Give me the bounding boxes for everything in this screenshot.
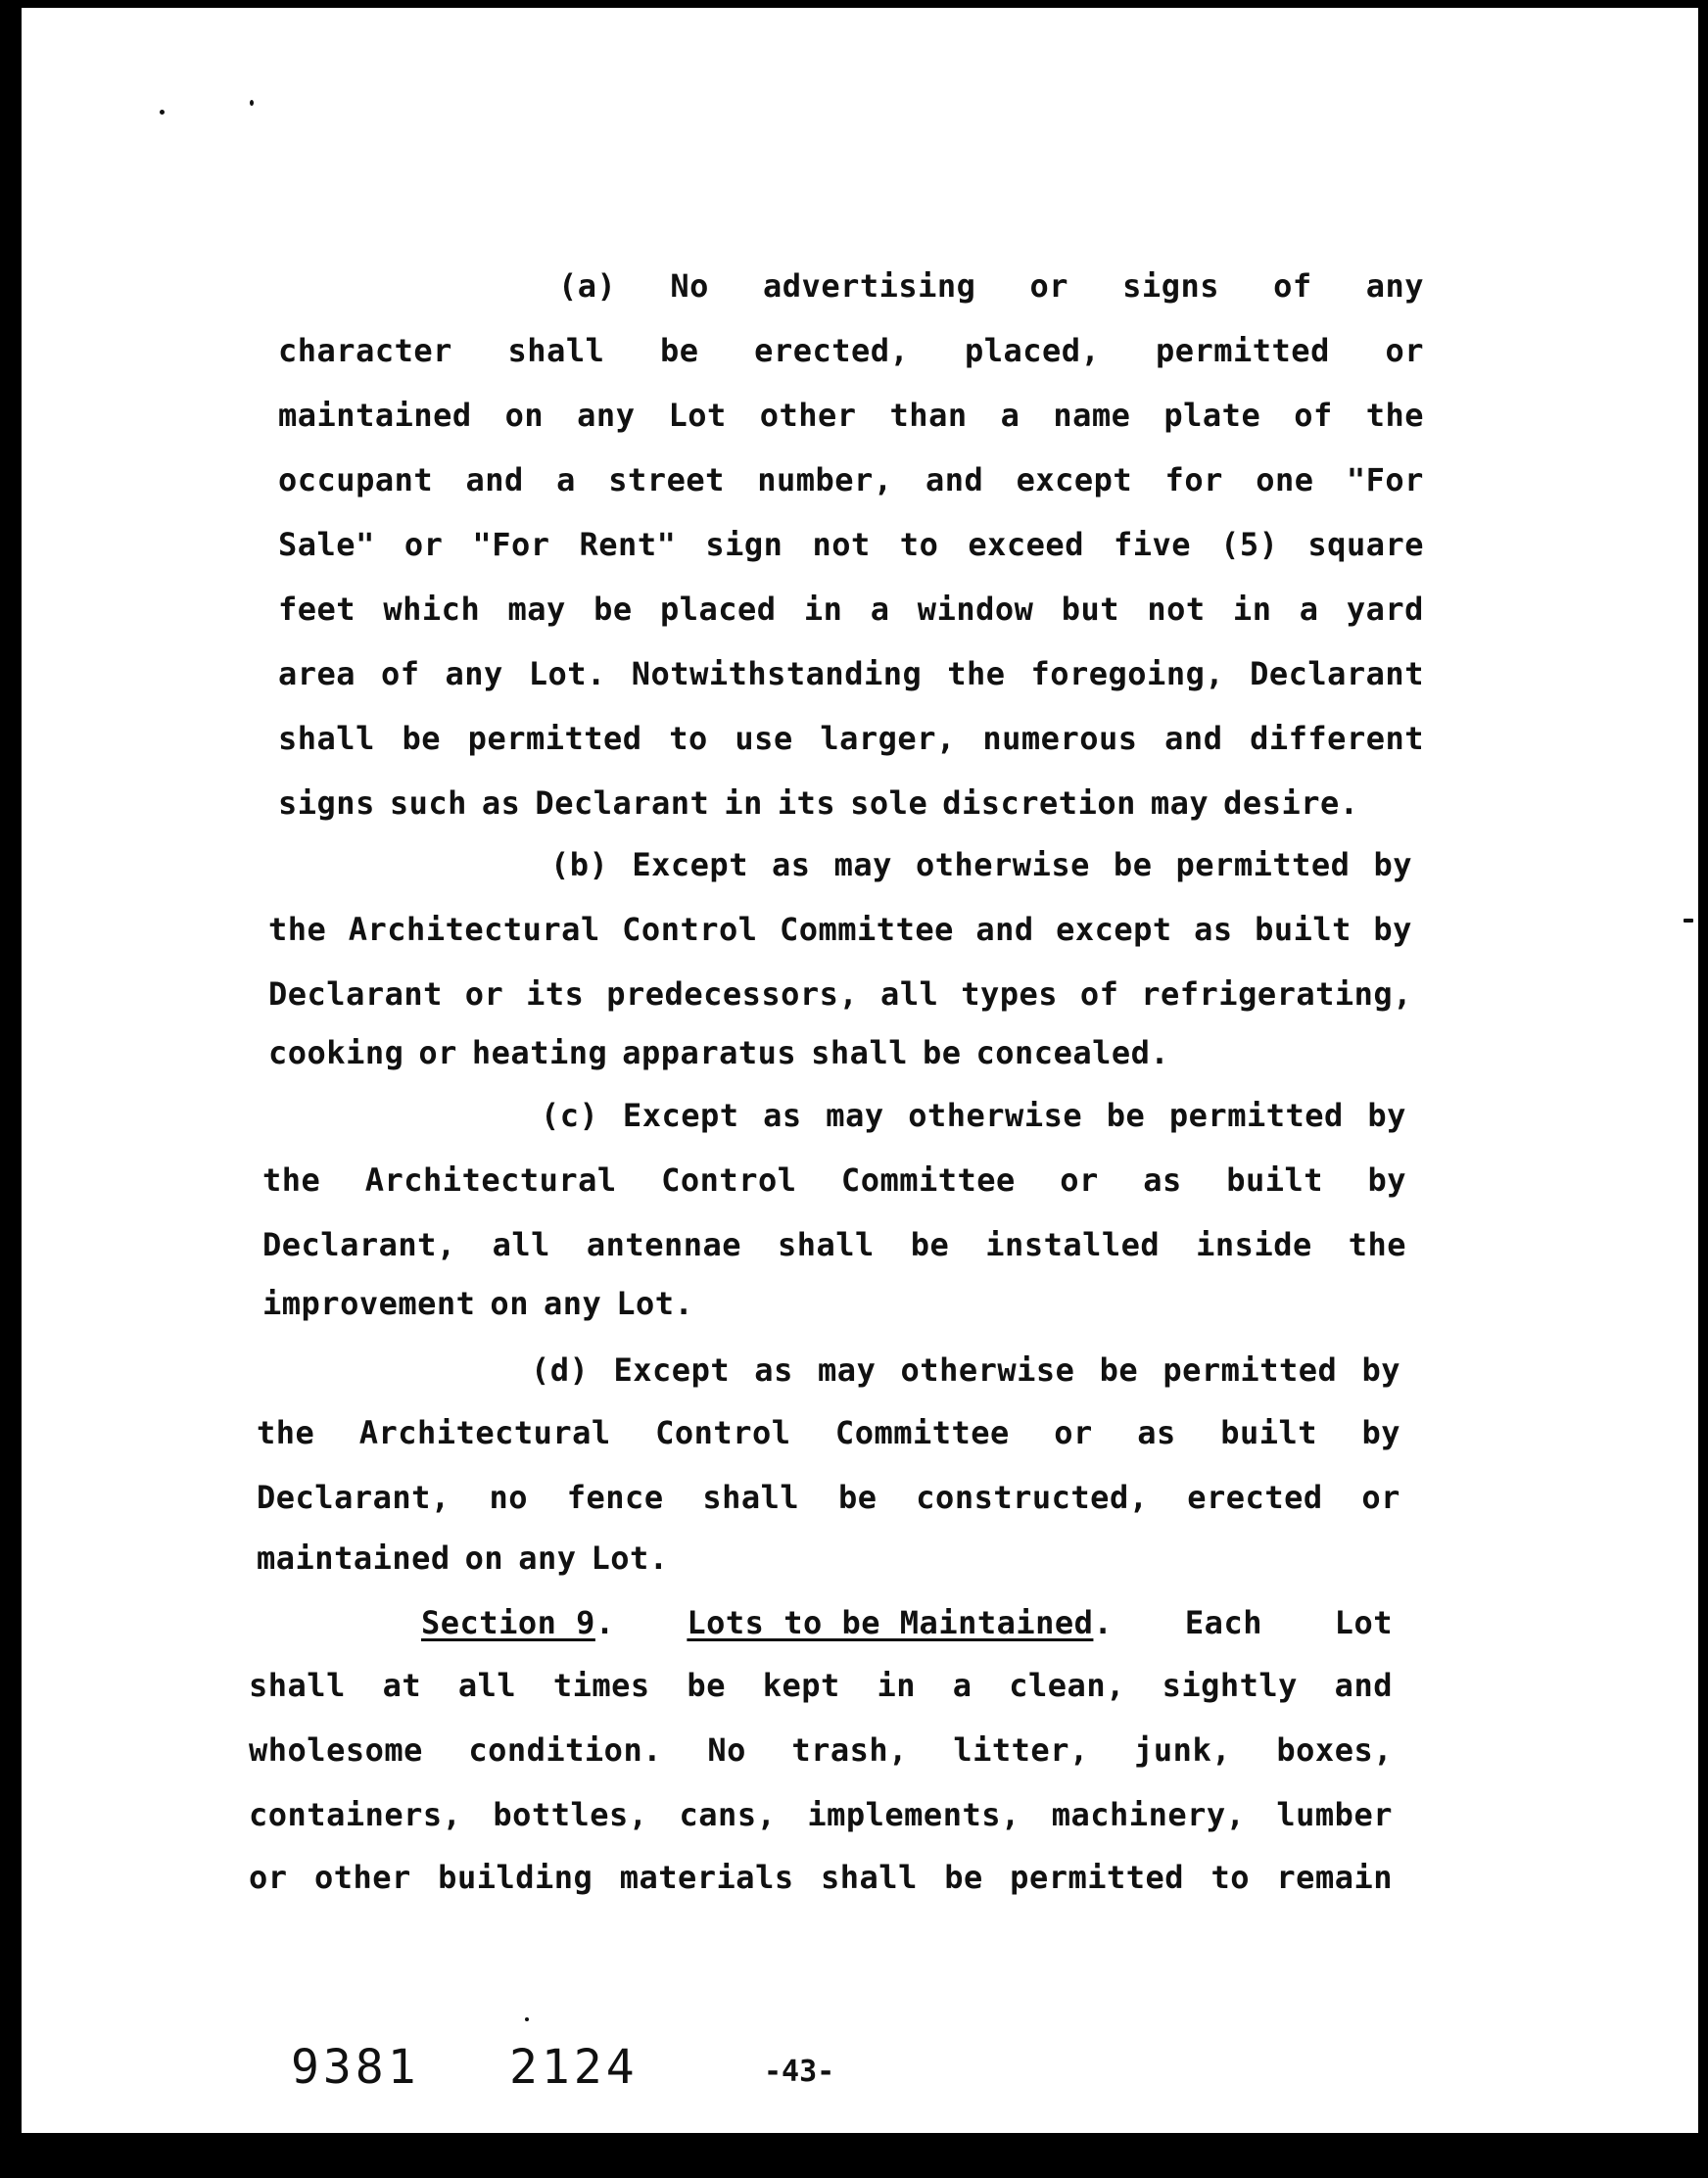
word: may — [1150, 784, 1210, 822]
word: permitted — [1168, 1097, 1344, 1134]
word: by — [1373, 846, 1412, 883]
word: Declarant, — [262, 1226, 456, 1263]
word: building — [438, 1859, 593, 1896]
word: and — [925, 461, 984, 498]
word: cooking — [268, 1034, 404, 1071]
word: "For — [472, 526, 550, 563]
word: Control — [655, 1414, 791, 1451]
word: which — [383, 591, 481, 628]
word: may — [818, 1351, 877, 1389]
text-line — [268, 1034, 1169, 1071]
word: erected — [1187, 1479, 1323, 1516]
word: all — [492, 1226, 550, 1263]
text-line — [278, 397, 1424, 434]
word: square — [1307, 526, 1424, 563]
word: any — [518, 1539, 577, 1577]
word: number, — [757, 461, 893, 498]
word: or — [418, 1034, 457, 1071]
word: in — [1232, 591, 1272, 628]
word: be — [660, 332, 699, 369]
word: Control — [622, 911, 758, 948]
word: or — [1029, 267, 1069, 305]
word: types — [961, 975, 1059, 1013]
word: different — [1250, 720, 1424, 757]
word: Except — [622, 1097, 739, 1134]
word: advertising — [763, 267, 976, 305]
word: fence — [566, 1479, 664, 1516]
word: or — [403, 526, 444, 563]
word: be — [687, 1667, 726, 1704]
word: Rent" — [579, 526, 677, 563]
word: not — [1147, 591, 1206, 628]
word: a — [870, 591, 890, 628]
page-number: -43- — [764, 2055, 835, 2089]
word: to — [669, 720, 708, 757]
word: by — [1367, 1097, 1406, 1134]
word: Lot. — [528, 655, 606, 692]
word: inside — [1196, 1226, 1312, 1263]
word: or — [249, 1859, 288, 1896]
word: any — [543, 1285, 602, 1322]
text-line — [249, 1731, 1393, 1769]
word: as — [1194, 911, 1233, 948]
word: the — [262, 1161, 321, 1199]
word: shall — [777, 1226, 875, 1263]
word: Committee — [840, 1161, 1016, 1199]
word: installed — [985, 1226, 1161, 1263]
period: . — [594, 1604, 615, 1641]
word: constructed, — [916, 1479, 1149, 1516]
word: be — [593, 591, 633, 628]
word: may — [833, 846, 892, 883]
section-title: Lots to be Maintained — [687, 1604, 1094, 1641]
word: by — [1361, 1351, 1400, 1389]
word: and — [1334, 1667, 1393, 1704]
word: of — [1079, 975, 1119, 1013]
word: shall — [507, 332, 605, 369]
scan-speck — [250, 100, 254, 106]
word: name — [1053, 397, 1131, 434]
doc-number-2: 2124 — [509, 2040, 639, 2095]
word: on — [464, 1539, 504, 1577]
word: as — [481, 784, 521, 822]
period: . — [1093, 1604, 1114, 1641]
word: bottles, — [493, 1796, 648, 1833]
word: as — [1137, 1414, 1176, 1451]
word: as — [772, 846, 811, 883]
word: (b) — [550, 846, 609, 883]
word: otherwise — [915, 846, 1090, 883]
word: on — [504, 397, 545, 434]
word: Declarant — [1250, 655, 1424, 692]
word: the — [268, 911, 327, 948]
word: one — [1256, 461, 1314, 498]
word: in — [724, 784, 763, 822]
word: a — [556, 461, 576, 498]
word: larger, — [820, 720, 956, 757]
word: a — [1000, 397, 1020, 434]
scan-speck — [1684, 919, 1693, 923]
word: Except — [613, 1351, 731, 1389]
text-line — [421, 1604, 1393, 1641]
word: to — [1210, 1859, 1250, 1896]
word: Lot — [668, 397, 727, 434]
word: Notwithstanding — [631, 655, 923, 692]
word: five — [1113, 526, 1192, 563]
word: the — [1365, 397, 1424, 434]
word: except — [1016, 461, 1133, 498]
word: permitted — [1155, 332, 1330, 369]
word: discretion — [942, 784, 1136, 822]
text-line — [249, 1859, 1393, 1896]
text-line — [268, 911, 1412, 948]
word: No — [707, 1731, 746, 1769]
word: antennae — [586, 1226, 742, 1263]
word: the — [947, 655, 1006, 692]
word: in — [803, 591, 843, 628]
word: built — [1226, 1161, 1324, 1199]
word: as — [754, 1351, 793, 1389]
word: yard — [1346, 591, 1424, 628]
word: containers, — [249, 1796, 462, 1833]
word: sign — [705, 526, 783, 563]
word: materials — [619, 1859, 794, 1896]
word: and — [465, 461, 524, 498]
word: Lot. — [616, 1285, 694, 1322]
word: kept — [762, 1667, 840, 1704]
word: condition. — [468, 1731, 662, 1769]
word: apparatus — [622, 1034, 797, 1071]
word: maintained — [278, 397, 472, 434]
word: shall — [249, 1667, 346, 1704]
word: Architectural — [358, 1414, 611, 1451]
word: may — [826, 1097, 884, 1134]
word: on — [490, 1285, 529, 1322]
word: its — [526, 975, 585, 1013]
word: numerous — [982, 720, 1138, 757]
word: heating — [471, 1034, 608, 1071]
text-line — [262, 1161, 1406, 1199]
word: placed — [659, 591, 777, 628]
word: clean, — [1009, 1667, 1125, 1704]
word: desire. — [1223, 784, 1359, 822]
word: as — [1143, 1161, 1182, 1199]
word: any — [1365, 267, 1424, 305]
section-heading-wrap — [421, 1604, 615, 1641]
text-line — [278, 784, 1359, 822]
text-line — [550, 846, 1412, 883]
word: or — [464, 975, 504, 1013]
word: refrigerating, — [1141, 975, 1412, 1013]
word: or — [1060, 1161, 1099, 1199]
section-heading: Section 9 — [421, 1604, 595, 1641]
word: otherwise — [900, 1351, 1075, 1389]
word: Except — [632, 846, 748, 883]
word: such — [389, 784, 467, 822]
text-line — [249, 1667, 1393, 1704]
word: its — [777, 784, 836, 822]
word: Lot. — [591, 1539, 669, 1577]
word: Sale" — [278, 526, 375, 563]
word: be — [1113, 846, 1153, 883]
word: by — [1367, 1161, 1406, 1199]
text-line — [257, 1539, 669, 1577]
word: (5) — [1220, 526, 1279, 563]
text-line — [278, 526, 1424, 563]
word: use — [735, 720, 793, 757]
word: improvement — [262, 1285, 476, 1322]
word: the — [257, 1414, 315, 1451]
word: be — [1099, 1351, 1139, 1389]
word: as — [763, 1097, 802, 1134]
word: Each — [1184, 1604, 1262, 1641]
word: predecessors, — [606, 975, 859, 1013]
word: a — [1299, 591, 1319, 628]
text-line — [278, 591, 1424, 628]
word: exceed — [968, 526, 1084, 563]
word: Lot — [1334, 1604, 1393, 1641]
word: junk, — [1134, 1731, 1231, 1769]
word: area — [278, 655, 356, 692]
word: signs — [278, 784, 375, 822]
word: of — [1294, 397, 1333, 434]
word: in — [877, 1667, 917, 1704]
scan-speck — [525, 2017, 529, 2021]
word: be — [922, 1034, 962, 1071]
word: erected, — [754, 332, 910, 369]
word: and — [975, 911, 1034, 948]
word: be — [837, 1479, 878, 1516]
word: street — [608, 461, 725, 498]
word: shall — [278, 720, 375, 757]
word: Control — [661, 1161, 797, 1199]
word: be — [944, 1859, 983, 1896]
text-line — [249, 1796, 1393, 1833]
text-line — [257, 1479, 1400, 1516]
word: by — [1373, 911, 1412, 948]
word: plate — [1163, 397, 1261, 434]
word: of — [381, 655, 420, 692]
word: Committee — [779, 911, 954, 948]
word: foregoing, — [1030, 655, 1225, 692]
word: Declarant, — [257, 1479, 451, 1516]
word: than — [889, 397, 968, 434]
text-line — [278, 461, 1424, 498]
word: litter, — [953, 1731, 1089, 1769]
word: No — [670, 267, 709, 305]
word: except — [1056, 911, 1172, 948]
word: concealed. — [975, 1034, 1170, 1071]
text-line — [541, 1097, 1406, 1134]
word: a — [952, 1667, 973, 1704]
text-line — [268, 975, 1412, 1013]
scan-speck — [160, 110, 165, 115]
word: be — [910, 1226, 950, 1263]
section-heading-wrap — [687, 1604, 1113, 1641]
word: permitted — [1175, 846, 1351, 883]
word: not — [812, 526, 871, 563]
word: to — [899, 526, 939, 563]
word: may — [507, 591, 566, 628]
word: lumber — [1276, 1796, 1393, 1833]
word: all — [880, 975, 939, 1013]
text-line — [257, 1414, 1400, 1451]
text-line — [531, 1351, 1400, 1389]
word: cans, — [679, 1796, 777, 1833]
word: (d) — [531, 1351, 590, 1389]
word: Architectural — [364, 1161, 617, 1199]
word: machinery, — [1051, 1796, 1246, 1833]
word: otherwise — [908, 1097, 1083, 1134]
word: times — [552, 1667, 650, 1704]
text-line — [278, 720, 1424, 757]
word: the — [1348, 1226, 1406, 1263]
word: be — [1106, 1097, 1146, 1134]
word: wholesome — [249, 1731, 423, 1769]
word: (c) — [541, 1097, 599, 1134]
word: Declarant — [268, 975, 443, 1013]
word: signs — [1122, 267, 1219, 305]
word: shall — [811, 1034, 908, 1071]
word: permitted — [1010, 1859, 1185, 1896]
word: sightly — [1162, 1667, 1298, 1704]
word: placed, — [964, 332, 1101, 369]
word: and — [1164, 720, 1223, 757]
word: or — [1361, 1479, 1400, 1516]
word: other — [313, 1859, 411, 1896]
word: maintained — [257, 1539, 451, 1577]
text-line — [262, 1226, 1406, 1263]
word: implements, — [807, 1796, 1020, 1833]
word: permitted — [467, 720, 642, 757]
word: for — [1164, 461, 1223, 498]
text-line — [558, 267, 1424, 305]
word: or — [1385, 332, 1424, 369]
word: permitted — [1162, 1351, 1338, 1389]
word: other — [759, 397, 857, 434]
word: feet — [278, 591, 356, 628]
word: Declarant — [535, 784, 710, 822]
word: of — [1273, 267, 1312, 305]
word: at — [382, 1667, 422, 1704]
word: remain — [1276, 1859, 1393, 1896]
word: shall — [702, 1479, 800, 1516]
word: any — [577, 397, 636, 434]
word: or — [1054, 1414, 1093, 1451]
word: trash, — [791, 1731, 908, 1769]
text-line — [262, 1285, 693, 1322]
word: any — [445, 655, 503, 692]
word: shall — [821, 1859, 918, 1896]
word: built — [1255, 911, 1352, 948]
word: "For — [1346, 461, 1424, 498]
word: window — [917, 591, 1034, 628]
word: (a) — [558, 267, 617, 305]
word: but — [1061, 591, 1119, 628]
word: occupant — [278, 461, 434, 498]
text-line — [278, 332, 1424, 369]
document-page — [22, 8, 1698, 2133]
word: built — [1220, 1414, 1318, 1451]
word: Architectural — [348, 911, 600, 948]
word: be — [402, 720, 442, 757]
word: all — [457, 1667, 517, 1704]
doc-number-1: 9381 — [291, 2040, 420, 2095]
word: by — [1361, 1414, 1400, 1451]
word: sole — [850, 784, 928, 822]
word: no — [489, 1479, 528, 1516]
word: character — [278, 332, 452, 369]
word: boxes, — [1276, 1731, 1393, 1769]
text-line — [278, 655, 1424, 692]
word: Committee — [834, 1414, 1010, 1451]
